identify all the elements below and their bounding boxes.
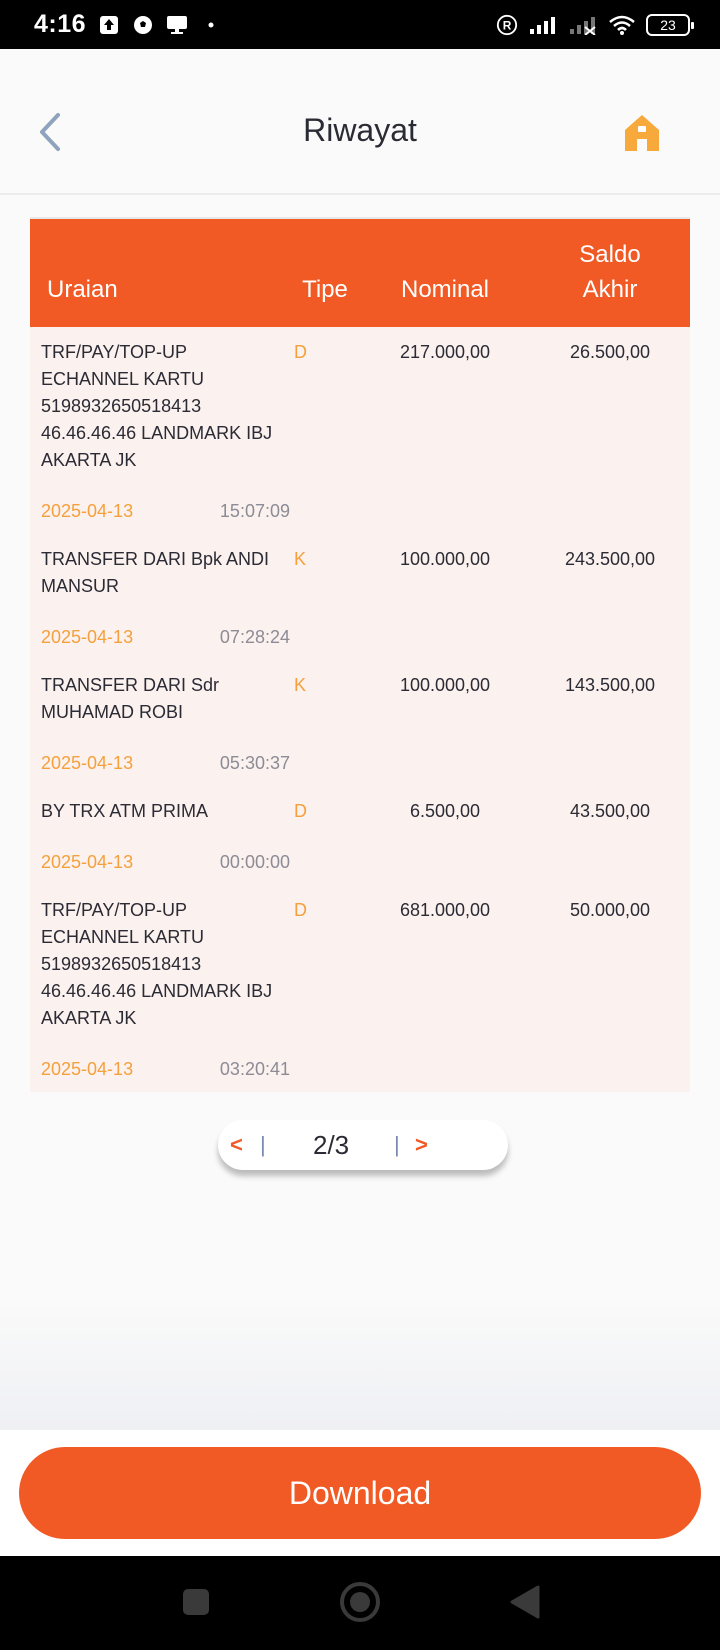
row-saldo: 243.500,00 (564, 549, 656, 569)
battery-indicator: 23 (646, 14, 690, 36)
row-saldo: 43.500,00 (569, 801, 651, 821)
row-time: 07:28:24 (219, 627, 290, 647)
next-page-button[interactable]: > (415, 1132, 428, 1157)
row-time: 00:00:00 (219, 852, 290, 872)
system-back-button[interactable] (503, 1582, 547, 1626)
row-description: TRF/PAY/TOP-UP ECHANNEL KARTU 5198932650518413 46.46.46.46 LANDMARK IBJ AKARTA JK (41, 342, 273, 470)
status-right (496, 14, 690, 36)
status-bar (0, 0, 720, 49)
row-date: 2025-04-13 (41, 852, 134, 872)
home-button[interactable] (622, 113, 662, 157)
column-header-nominal: Nominal (400, 276, 490, 303)
row-description: TRANSFER DARI Sdr MUHAMAD ROBI (41, 675, 220, 722)
column-header-saldo-line1: Saldo (579, 241, 641, 268)
row-date: 2025-04-13 (41, 753, 134, 773)
row-date: 2025-04-13 (41, 501, 134, 521)
table-row[interactable] (30, 534, 690, 660)
pagination-separator: | (260, 1132, 266, 1157)
dot-icon (200, 14, 222, 36)
column-header-saldo-line2: Akhir (582, 276, 638, 303)
row-type: K (294, 675, 307, 695)
row-date: 2025-04-13 (41, 1059, 134, 1079)
upload-icon (98, 14, 120, 36)
table-row[interactable] (30, 786, 690, 885)
chat-icon (166, 14, 188, 36)
pagination (218, 1120, 508, 1170)
row-saldo: 50.000,00 (569, 900, 651, 920)
row-nominal: 6.500,00 (409, 801, 481, 821)
table-row[interactable] (30, 660, 690, 786)
row-type: D (294, 342, 307, 362)
row-nominal: 100.000,00 (399, 675, 491, 695)
svg-text:R: R (502, 18, 512, 33)
row-description: TRF/PAY/TOP-UP ECHANNEL KARTU 5198932650518413 46.46.46.46 LANDMARK IBJ AKARTA JK (41, 900, 273, 1028)
transaction-table (30, 217, 690, 1092)
system-home-button[interactable] (338, 1582, 382, 1626)
page-indicator: 2/3 (313, 1129, 350, 1160)
column-header-uraian: Uraian (47, 276, 118, 303)
table-row[interactable] (30, 327, 690, 534)
row-nominal: 681.000,00 (399, 900, 491, 920)
status-left (34, 10, 222, 39)
pagination-separator: | (394, 1132, 400, 1157)
row-nominal: 217.000,00 (399, 342, 491, 362)
row-saldo: 143.500,00 (564, 675, 656, 695)
wifi-icon (608, 14, 636, 36)
recent-apps-button[interactable] (174, 1582, 218, 1626)
table-row[interactable] (30, 885, 690, 1092)
square-icon (180, 1586, 212, 1623)
bottom-fade (0, 1300, 720, 1430)
row-saldo: 26.500,00 (569, 342, 651, 362)
row-nominal: 100.000,00 (399, 549, 491, 569)
triangle-back-icon (508, 1584, 542, 1625)
row-type: D (294, 900, 307, 920)
row-description: BY TRX ATM PRIMA (41, 801, 209, 821)
page-title: Riwayat (303, 112, 417, 148)
status-time: 4:16 (34, 10, 87, 38)
row-type: D (294, 801, 307, 821)
row-time: 05:30:37 (219, 753, 290, 773)
row-type: K (294, 549, 307, 569)
system-nav-bar (0, 1556, 720, 1650)
signal-off-icon (568, 14, 598, 36)
row-description: TRANSFER DARI Bpk ANDI MANSUR (41, 549, 270, 596)
soccer-ball-icon (132, 14, 154, 36)
signal-icon (528, 14, 558, 36)
circle-icon (338, 1580, 382, 1629)
app-header (0, 49, 720, 195)
home-icon (623, 113, 661, 158)
column-header-saldo-akhir (530, 237, 690, 307)
prev-page-button[interactable]: < (230, 1132, 243, 1157)
column-header-tipe: Tipe (302, 276, 348, 303)
download-button[interactable]: Download (19, 1447, 701, 1539)
registered-icon (496, 14, 518, 36)
row-date: 2025-04-13 (41, 627, 134, 647)
row-time: 15:07:09 (219, 501, 290, 521)
row-time: 03:20:41 (219, 1059, 290, 1079)
table-header (30, 219, 690, 327)
